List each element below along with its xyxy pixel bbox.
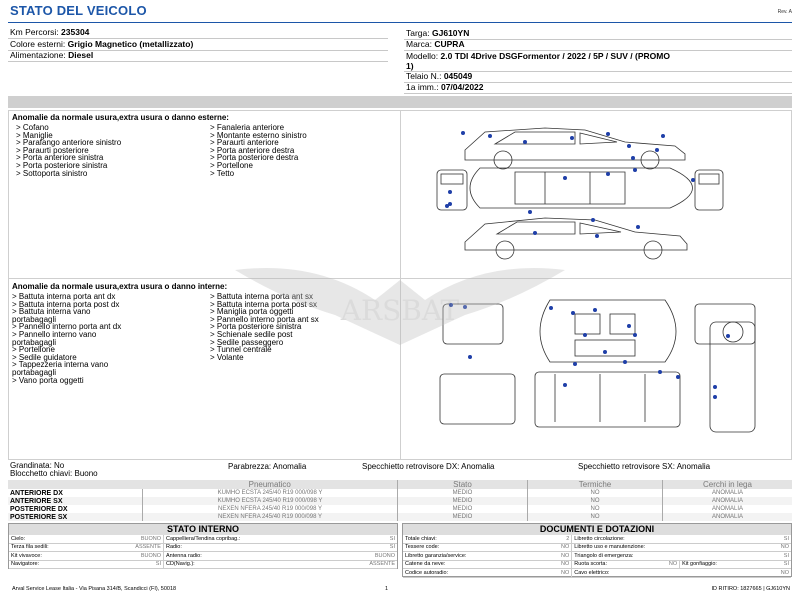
list-item: > Pannello interno vano: [12, 329, 97, 339]
list-item: > Maniglie: [16, 130, 53, 140]
cell: Radio:: [163, 543, 333, 552]
list-item: > Fanaleria anteriore: [210, 123, 285, 132]
vehicle-vin: Telaio N.: 045049: [406, 71, 473, 81]
list-item: > Porta anteriore destra: [210, 145, 295, 155]
cell: Kit vivavoce:: [9, 552, 99, 561]
tyre-position: POSTERIORE DX: [8, 505, 143, 513]
tyre-thermal: NO: [528, 505, 663, 513]
cell: Codice autoradio:: [403, 569, 544, 578]
interior-list-1: [12, 293, 121, 384]
cell: Libretto garanzia/service:: [403, 552, 544, 561]
cell: NO: [765, 569, 791, 578]
list-item: > Montante esterno sinistro: [210, 130, 307, 140]
cell: BUONO: [99, 552, 164, 561]
footer-id: ID RITIRO: 1827665 | GJ610YN: [711, 586, 790, 592]
page-title: STATO DEL VEICOLO: [10, 3, 147, 18]
cell: ASSENTE: [333, 560, 397, 569]
list-item: > Maniglia porta oggetti: [210, 307, 294, 317]
tyre-thermal: NO: [528, 489, 663, 497]
table-header: Cerchi in lega: [663, 480, 793, 489]
cell: SI: [333, 543, 397, 552]
cell: CD(Navig.):: [163, 560, 333, 569]
vehicle-model: Modello: 2.0 TDI 4Drive DSGFormentor / 2022 / 5P / SUV / (PROMO: [406, 51, 670, 61]
vehicle-brand: Marca: CUPRA: [406, 39, 465, 49]
list-item: > Tappezzeria interna vano: [12, 360, 109, 370]
cell: 2: [544, 535, 572, 543]
list-item: portabagagli: [12, 367, 57, 377]
list-item: portabagagli: [12, 314, 57, 324]
table-header: Pneumatico: [143, 480, 398, 489]
cell: ASSENTE: [99, 543, 164, 552]
list-item: > Parafango anteriore sinistro: [16, 138, 122, 148]
table-row: [9, 552, 397, 561]
list-item: > Battuta interna porta post dx: [12, 299, 120, 309]
cell: Ruota scorta:: [572, 560, 652, 569]
list-item: > Battuta interna porta ant sx: [210, 292, 313, 301]
tyre-thermal: NO: [528, 497, 663, 505]
windshield-status: Parabrezza: Anomalia: [228, 462, 307, 471]
tyre-state: MEDIO: [398, 497, 528, 505]
tyre-state: MEDIO: [398, 489, 528, 497]
list-item: > Portellone: [210, 160, 253, 170]
table-header: Termiche: [528, 480, 663, 489]
table-row: [8, 497, 792, 505]
table-row: [9, 543, 397, 552]
cell: Catene da neve:: [403, 560, 544, 569]
watermark-text: ARSBAT: [340, 294, 460, 327]
interior-heading: Anomalie da normale usura,extra usura o danno interne:: [12, 282, 228, 291]
cell: Libretto uso e manutenzione:: [572, 543, 765, 552]
cell: Tessere code:: [403, 543, 544, 552]
tyre-state: MEDIO: [398, 505, 528, 513]
cell: Cielo:: [9, 535, 99, 543]
vehicle-model-cont: 1): [406, 61, 414, 71]
table-row: [8, 513, 792, 521]
exterior-list-1: [16, 124, 121, 177]
cell: NO: [544, 543, 572, 552]
cell: Totale chiavi:: [403, 535, 544, 543]
header-divider: [8, 22, 792, 23]
cell: Antenna radio:: [163, 552, 333, 561]
cell: BUONO: [99, 535, 164, 543]
tyre-position: POSTERIORE SX: [8, 513, 143, 521]
table-row: [403, 535, 791, 543]
list-item: portabagagli: [12, 337, 57, 347]
interior-status-table: [9, 535, 397, 569]
list-item: > Battuta interna vano: [12, 307, 91, 317]
tyre-rim: ANOMALIA: [711, 514, 743, 520]
revision-label: Rev. A: [777, 9, 792, 15]
list-item: > Volante: [210, 352, 244, 362]
list-item: > Tetto: [210, 168, 235, 178]
list-item: > Portellone: [12, 345, 55, 355]
documents-box: [402, 523, 792, 577]
table-header: Stato: [398, 480, 528, 489]
cell: SI: [765, 535, 791, 543]
tyre-state: MEDIO: [398, 513, 528, 521]
table-row: [8, 489, 792, 497]
list-item: > Porta posteriore sinistra: [210, 322, 302, 332]
interior-status-title: STATO INTERNO: [9, 524, 397, 535]
cell: SI: [333, 535, 397, 543]
tyre-model: NEXEN NFERA 245/40 R19 000/098 Y: [143, 505, 398, 513]
tyre-model: KUMHO ECSTA 245/40 R19 000/098 Y: [143, 497, 398, 505]
list-item: > Sottoporta sinistro: [16, 168, 88, 178]
exterior-list-2: [210, 124, 307, 177]
table-row: [8, 505, 792, 513]
cell: SI: [765, 560, 791, 569]
tyre-rim: ANOMALIA: [711, 506, 743, 512]
exterior-heading: Anomalie da normale usura,extra usura o danno esterne:: [12, 113, 229, 122]
footer-page-number: 1: [385, 586, 389, 592]
hail-status: Grandinata: No: [10, 461, 65, 470]
cell: Libretto circolazione:: [572, 535, 765, 543]
cell: Kit gonfiaggio:: [680, 560, 765, 569]
tyre-thermal: NO: [528, 513, 663, 521]
cell: NO: [544, 552, 572, 561]
table-row: [403, 543, 791, 552]
tyre-position: ANTERIORE SX: [8, 497, 143, 505]
tyre-model: KUMHO ECSTA 245/40 R19 000/098 Y: [143, 489, 398, 497]
list-item: > Battuta interna porta ant dx: [12, 292, 116, 301]
table-row: [9, 535, 397, 543]
tyre-rim: ANOMALIA: [711, 498, 743, 504]
mirror-dx-status: Specchietto retrovisore DX: Anomalia: [362, 462, 495, 471]
cell: SI: [765, 552, 791, 561]
row-divider: [404, 93, 792, 94]
table-row: [403, 552, 791, 561]
vehicle-registration: 1a imm.: 07/04/2022: [406, 82, 484, 92]
table-header: [8, 480, 143, 489]
list-item: > Schienale sedile post: [210, 329, 293, 339]
tyre-position: ANTERIORE DX: [8, 489, 143, 497]
cell: Terza fila sedili:: [9, 543, 99, 552]
footer-address: Arval Service Lease Italia - Via Pisana 314/B, Scandicci (FI), 50018: [12, 586, 177, 592]
interior-status-box: [8, 523, 398, 569]
documents-title: DOCUMENTI E DOTAZIONI: [403, 524, 791, 535]
arsbat-watermark-logo: [225, 240, 575, 360]
list-item: > Pannello interno porta ant dx: [12, 322, 122, 332]
cell: Triangolo di emergenza:: [572, 552, 765, 561]
list-item: > Sedile guidatore: [12, 352, 77, 362]
cell: SI: [99, 560, 164, 569]
cell: NO: [652, 560, 680, 569]
list-item: > Porta posteriore destra: [210, 153, 299, 163]
list-item: > Sedile passeggero: [210, 337, 284, 347]
cell: Navigatore:: [9, 560, 99, 569]
tyres-table: [8, 480, 792, 521]
vehicle-fuel: Alimentazione: Diesel: [10, 50, 94, 60]
list-item: > Vano porta oggetti: [12, 375, 84, 385]
table-row: [403, 569, 791, 578]
cell: NO: [544, 569, 572, 578]
list-item: > Porta anteriore sinistra: [16, 153, 104, 163]
vehicle-km: Km Percorsi: 235304: [10, 27, 90, 37]
tyre-model: NEXEN NFERA 245/40 R19 000/098 Y: [143, 513, 398, 521]
list-item: > Porta posteriore sinistra: [16, 160, 108, 170]
table-row: [403, 560, 791, 569]
table-row: [9, 560, 397, 569]
list-item: > Tunnel centrale: [210, 345, 272, 355]
row-divider: [8, 61, 388, 62]
vehicle-color: Colore esterni: Grigio Magnetico (metallizzato): [10, 39, 194, 49]
mirror-sx-status: Specchietto retrovisore SX: Anomalia: [578, 462, 711, 471]
list-item: > Paraurti posteriore: [16, 145, 89, 155]
vehicle-plate: Targa: GJ610YN: [406, 28, 470, 38]
cell: NO: [544, 560, 572, 569]
cell: BUONO: [333, 552, 397, 561]
cell: NO: [765, 543, 791, 552]
tyre-rim: ANOMALIA: [711, 490, 743, 496]
list-item: > Pannello interno porta ant sx: [210, 314, 319, 324]
key-block-status: Blocchetto chiavi: Buono: [10, 469, 98, 478]
section-bar: [8, 96, 792, 108]
cell: Cappelliera/Tendina copribag.:: [163, 535, 333, 543]
list-item: > Battuta interna porta post sx: [210, 299, 317, 309]
cell: Cavo elettrico:: [572, 569, 765, 578]
list-item: > Paraurti anteriore: [210, 138, 279, 148]
documents-table: [403, 535, 791, 578]
list-item: > Cofano: [16, 123, 49, 132]
